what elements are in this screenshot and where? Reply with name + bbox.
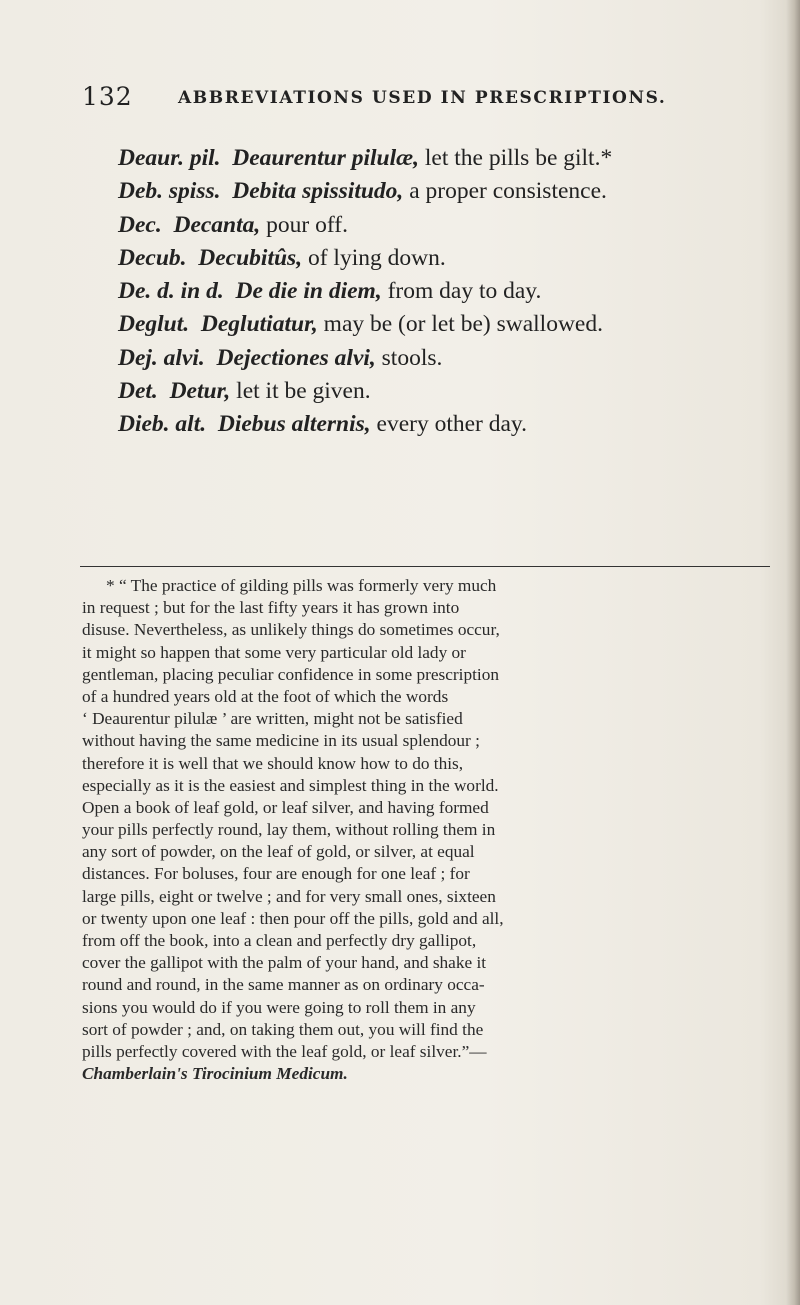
footnote-line: gentleman, placing peculiar confidence in some prescription xyxy=(82,664,499,684)
meaning: of lying down. xyxy=(302,244,446,271)
latin-term: Detur, xyxy=(169,378,231,405)
abbreviation: Deaur. pil. xyxy=(118,145,221,171)
meaning: every other day. xyxy=(370,411,528,438)
latin-term: Debita spissitudo, xyxy=(232,178,404,205)
footnote-line: cover the gallipot with the palm of your hand, and shake it xyxy=(82,953,487,973)
latin-term: Dejectiones alvi, xyxy=(216,344,376,371)
footnote-line: of a hundred years old at the foot of which the words xyxy=(82,686,449,706)
meaning: pour off. xyxy=(260,211,348,238)
footnote-line: pills perfectly covered with the leaf gold, or leaf silver.”— xyxy=(82,1041,487,1061)
footnote-line: especially as it is the easiest and simplest thing in the world. xyxy=(82,775,499,795)
footnote-line: large pills, eight or twelve ; and for very small ones, sixteen xyxy=(82,886,496,906)
abbreviation-entry xyxy=(82,242,786,275)
footnote-citation: Chamberlain's Tirocinium Medicum. xyxy=(82,1064,348,1084)
footnote-line: disuse. Nevertheless, as unlikely things do sometimes occur, xyxy=(82,620,500,640)
footnote-line: sort of powder ; and, on taking them out, you will find the xyxy=(82,1019,484,1039)
latin-term: Decubitûs, xyxy=(198,244,303,271)
footnote xyxy=(82,575,786,1085)
footnote-line: ‘ Deaurentur pilulæ ’ are written, might not be satisfied xyxy=(82,709,463,729)
abbreviation: Deb. spiss. xyxy=(118,178,221,205)
footnote-line: sions you would do if you were going to roll them in any xyxy=(82,997,476,1017)
abbreviation-entry xyxy=(82,342,786,375)
abbreviation: Dieb. alt. xyxy=(118,411,207,438)
page-header xyxy=(82,82,772,118)
footnote-line: from off the book, into a clean and perfectly dry gallipot, xyxy=(82,931,477,950)
latin-term: De die in diem, xyxy=(235,278,382,305)
abbreviation: Det. xyxy=(118,378,158,405)
footnote-line: any sort of powder, on the leaf of gold, or silver, at equal xyxy=(82,842,475,862)
footnote-line: in request ; but for the last fifty years it has grown into xyxy=(82,598,460,618)
abbreviation-list xyxy=(82,142,786,442)
abbreviation: De. d. in d. xyxy=(118,278,224,305)
footnote-line: round and round, in the same manner as on ordinary occa- xyxy=(82,975,485,995)
footnote-line: your pills perfectly round, lay them, without rolling them in xyxy=(82,820,496,840)
page-number: 132 xyxy=(82,82,133,111)
abbreviation-entry xyxy=(82,275,786,308)
abbreviation: Deglut. xyxy=(118,311,190,338)
footnote-line: it might so happen that some very particular old lady or xyxy=(82,642,466,662)
meaning: stools. xyxy=(375,344,443,371)
abbreviation: Dej. alvi. xyxy=(118,344,205,371)
page-edge-shadow xyxy=(786,0,800,1305)
meaning: a proper consistence. xyxy=(403,178,607,205)
latin-term: Deglutiatur, xyxy=(200,311,318,338)
abbreviation-entry xyxy=(82,308,786,341)
abbreviation-entry xyxy=(82,408,786,441)
footnote-line: therefore it is well that we should know how to do this, xyxy=(82,753,464,773)
meaning: from day to day. xyxy=(381,278,542,305)
footnote-line: without having the same medicine in its usual splendour ; xyxy=(82,731,480,751)
abbreviation-entry xyxy=(82,209,786,242)
footnote-divider xyxy=(80,566,770,567)
abbreviation: Dec. xyxy=(118,211,162,238)
latin-term: Deaurentur pilulæ, xyxy=(232,145,420,171)
abbreviation-entry xyxy=(82,142,786,175)
abbreviation-entry xyxy=(82,375,786,408)
footnote-line: * “ The practice of gilding pills was formerly very much xyxy=(106,576,497,595)
meaning: let it be given. xyxy=(230,378,371,405)
meaning: let the pills be gilt.* xyxy=(419,145,613,171)
footnote-line: distances. For boluses, four are enough for one leaf ; for xyxy=(82,864,470,884)
latin-term: Diebus alternis, xyxy=(217,411,371,438)
meaning: may be (or let be) swallowed. xyxy=(317,311,603,338)
footnote-line: or twenty upon one leaf : then pour off the pills, gold and all, xyxy=(82,908,504,928)
abbreviation-entry xyxy=(82,175,786,208)
footnote-line: Open a book of leaf gold, or leaf silver, and having formed xyxy=(82,797,489,817)
latin-term: Decanta, xyxy=(173,211,261,238)
running-head: ABBREVIATIONS USED IN PRESCRIPTIONS. xyxy=(178,88,667,108)
abbreviation: Decub. xyxy=(118,244,187,271)
